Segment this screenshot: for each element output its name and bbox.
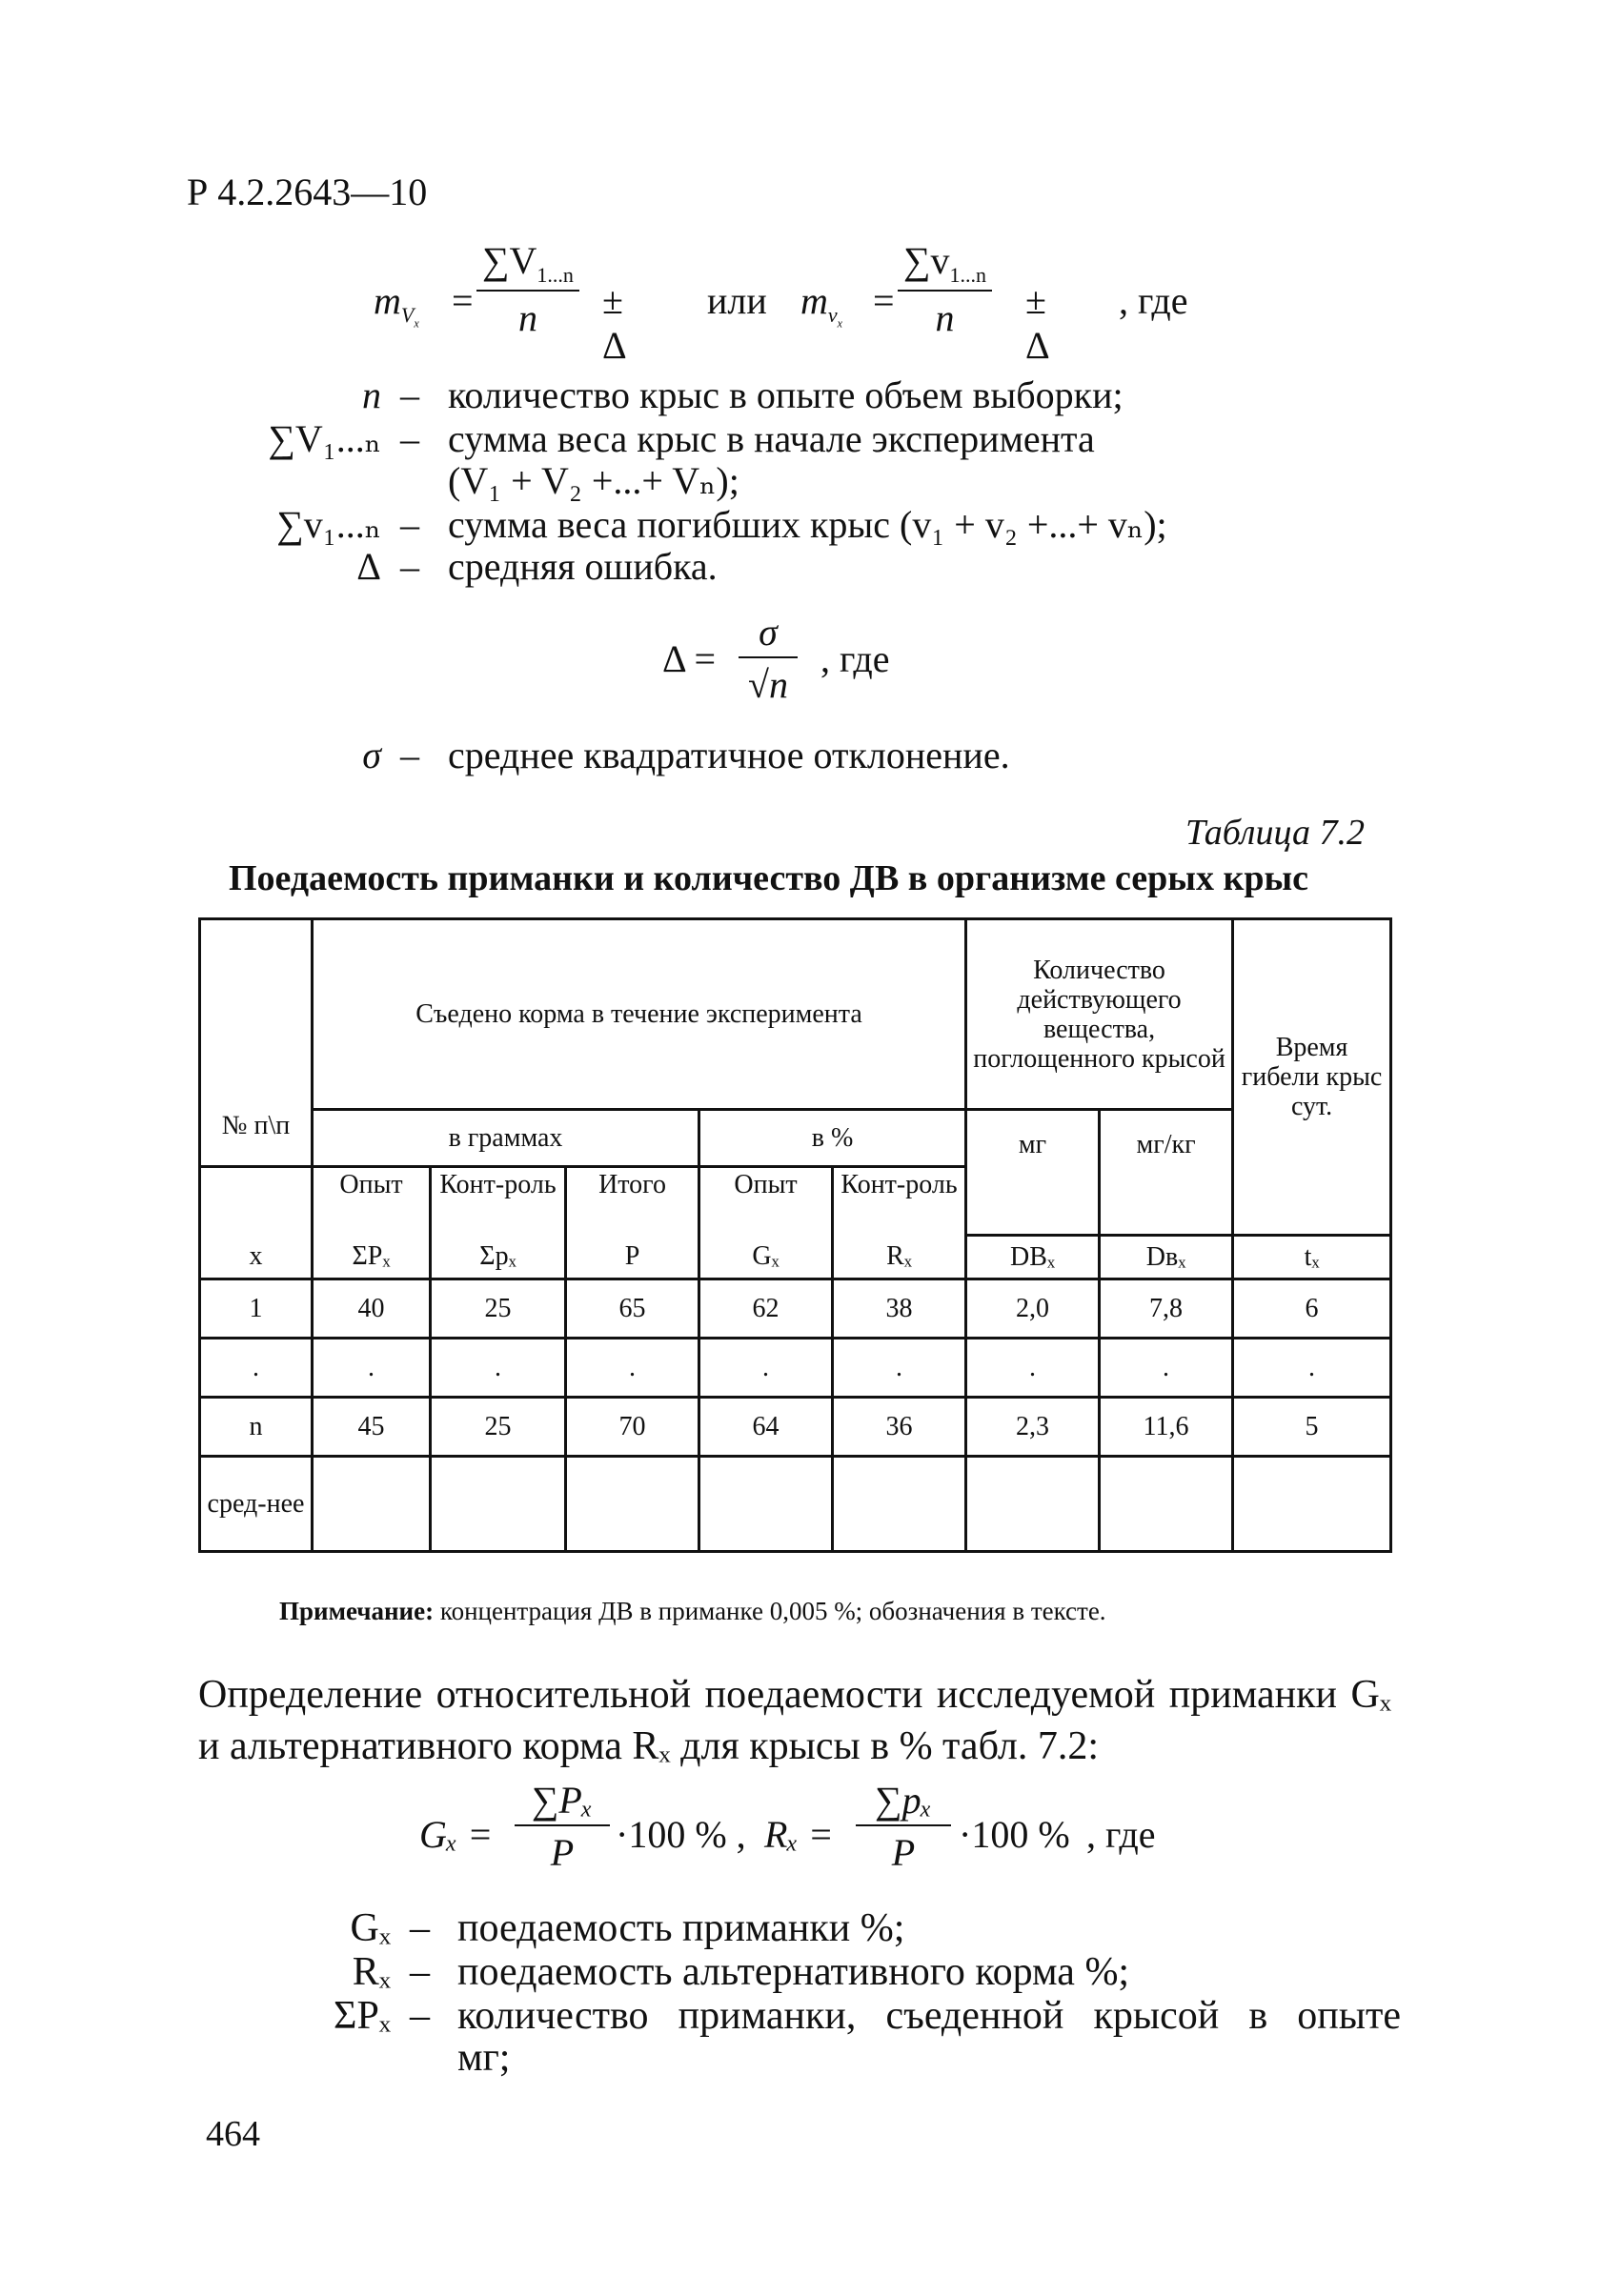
definition-n: n – количество крыс в опыте объем выборки;: [362, 373, 1124, 416]
fraction-g: $\frac{\text{∑Pₓ}}{P}$: [515, 1778, 610, 1875]
table-row: n 45 25 70 64 36 2,3 11,6 5: [200, 1398, 1391, 1457]
header-number: № п\п: [200, 919, 313, 1167]
formula-g-r: Gₓ = $\frac{\text{∑Pₓ}}{P}$ ·100 % , Rₓ = $\frac{\text{∑pₓ}}{P}$ ·100 % , где: [419, 1779, 1156, 1874]
document-page: Р 4.2.2643—10 $m_{V_x}$ = $\frac{\sum V_{1...n}}{n}$ ± Δ или $m_{v_x}$ = $\frac{\sum v_{1...n}}{n}$ ± Δ , где n – количество крыс в опыте объем выборки; ∑V₁...ₙ – сумма веса крыс в начале эксперимента (V₁ + V₂ +...+ Vₙ); ∑v₁...ₙ – сумма веса погибших крыс (v₁ + v₂ +...+ vₙ); Δ – средняя ошибка. Δ = $\frac{\sigma}{√n}$ , где σ – среднее квадратичное отклонение. Таблица 7.2 Поедаемость приманки и количество ДВ в организме серых крыс № п\п Съедено корма в течение эксперимента Количество действующего вещества, поглощенного крысой Время гибели крыс сут. в граммах в % мг мг/кг Опыт Конт-роль Итого Опыт Конт-роль x ΣPₓ Σpₓ P Gₓ Rₓ DBₓ Dвₓ tₓ 1 40 25 65 62 38 2,0 7,8 6 . . . . . . . . . n 45 25 70 64 36 2,3 11,6 5 сред-нее Примечание: концентрация ДВ в приманке 0,005 %; обозначения в тексте. Определение относительной поедаемости исследуемой приманки Gₓ и альтернативного корма Rₓ для крысы в % табл. 7.2: Gₓ = $\frac{\text{∑Pₓ}}{P}$ ·100 % , Rₓ = $\frac{\text{∑pₓ}}{P}$ ·100 % , где Gₓ – поедаемость приманки %; Rₓ – поедаемость альтернативного корма %; ΣPₓ – количество приманки, съеденной крысой в опыте мг; 464: [187, 171, 1401, 2154]
header-ctrl-percent: Конт-роль: [833, 1167, 966, 1236]
symbol-row: x ΣPₓ Σpₓ P Gₓ Rₓ DBₓ Dвₓ tₓ: [200, 1236, 1391, 1279]
definitions-list-2: [267, 1905, 1401, 2096]
header-mg: мг: [966, 1110, 1100, 1236]
header-grams: в граммах: [313, 1110, 699, 1167]
paragraph-relative-eatability: Определение относительной поедаемости исследуемой приманки Gₓ и альтернативного корма Rₓ для крысы в % табл. 7.2:: [198, 1673, 1391, 1768]
table-row: сред-нее: [200, 1457, 1391, 1552]
definition-sum-v-dead: ∑v₁...ₙ – сумма веса погибших крыс (v₁ + v₂ +...+ vₙ);: [276, 503, 1167, 546]
header-ctrl-grams: Конт-роль: [431, 1167, 566, 1236]
definition-gx: Gₓ – поедаемость приманки %;: [350, 1906, 905, 1950]
definition-sum-v-start: ∑V₁...ₙ – сумма веса крыс в начале эксперимента: [268, 417, 1095, 460]
table-caption: Таблица 7.2: [1185, 813, 1365, 853]
definition-sigma: σ – среднее квадратичное отклонение.: [362, 734, 1010, 776]
header-exp-percent: Опыт: [699, 1167, 833, 1236]
definition-delta: Δ – средняя ошибка.: [356, 545, 718, 588]
table-title: Поедаемость приманки и количество ДВ в организме серых крыс: [229, 858, 1309, 898]
definition-sum-px: ΣPₓ – количество приманки, съеденной крысой в опыте: [334, 1994, 1401, 2038]
definition-sum-v-cont: (V₁ + V₂ +...+ Vₙ);: [448, 459, 739, 502]
header-mgkg: мг/кг: [1100, 1110, 1233, 1236]
header-death-time: Время гибели крыс сут.: [1233, 919, 1391, 1236]
definition-rx: Rₓ – поедаемость альтернативного корма %;: [352, 1950, 1130, 1994]
header-total: Итого: [566, 1167, 699, 1236]
table-row: . . . . . . . . .: [200, 1339, 1391, 1398]
fraction-2: $\frac{\sum v_{1...n}}{n}$: [898, 238, 992, 340]
page-number: 464: [206, 2114, 260, 2154]
formula-delta: Δ = $\frac{\sigma}{√n}$ , где: [662, 611, 890, 706]
header-food-eaten: Съедено корма в течение эксперимента: [313, 919, 966, 1110]
definition-sum-px-cont: мг;: [457, 2036, 511, 2080]
document-code: Р 4.2.2643—10: [187, 171, 428, 213]
data-table: [198, 917, 1392, 1553]
header-exp-grams: Опыт: [313, 1167, 431, 1236]
table-note: Примечание: концентрация ДВ в приманке 0,005 %; обозначения в тексте.: [279, 1597, 1106, 1625]
fraction-sigma: $\frac{\sigma}{√n}$: [739, 610, 798, 707]
fraction-1: $\frac{\sum V_{1...n}}{n}$: [476, 238, 579, 340]
header-active-amount: Количество действующего вещества, поглощенного крысой: [966, 919, 1233, 1110]
fraction-r: $\frac{\text{∑pₓ}}{P}$: [856, 1778, 951, 1875]
header-percent: в %: [699, 1110, 966, 1167]
header-row-2: [200, 1110, 1391, 1167]
table-row: 1 40 25 65 62 38 2,0 7,8 6: [200, 1279, 1391, 1339]
definitions-list-1: [267, 373, 1353, 602]
header-row-1: [200, 919, 1391, 1110]
